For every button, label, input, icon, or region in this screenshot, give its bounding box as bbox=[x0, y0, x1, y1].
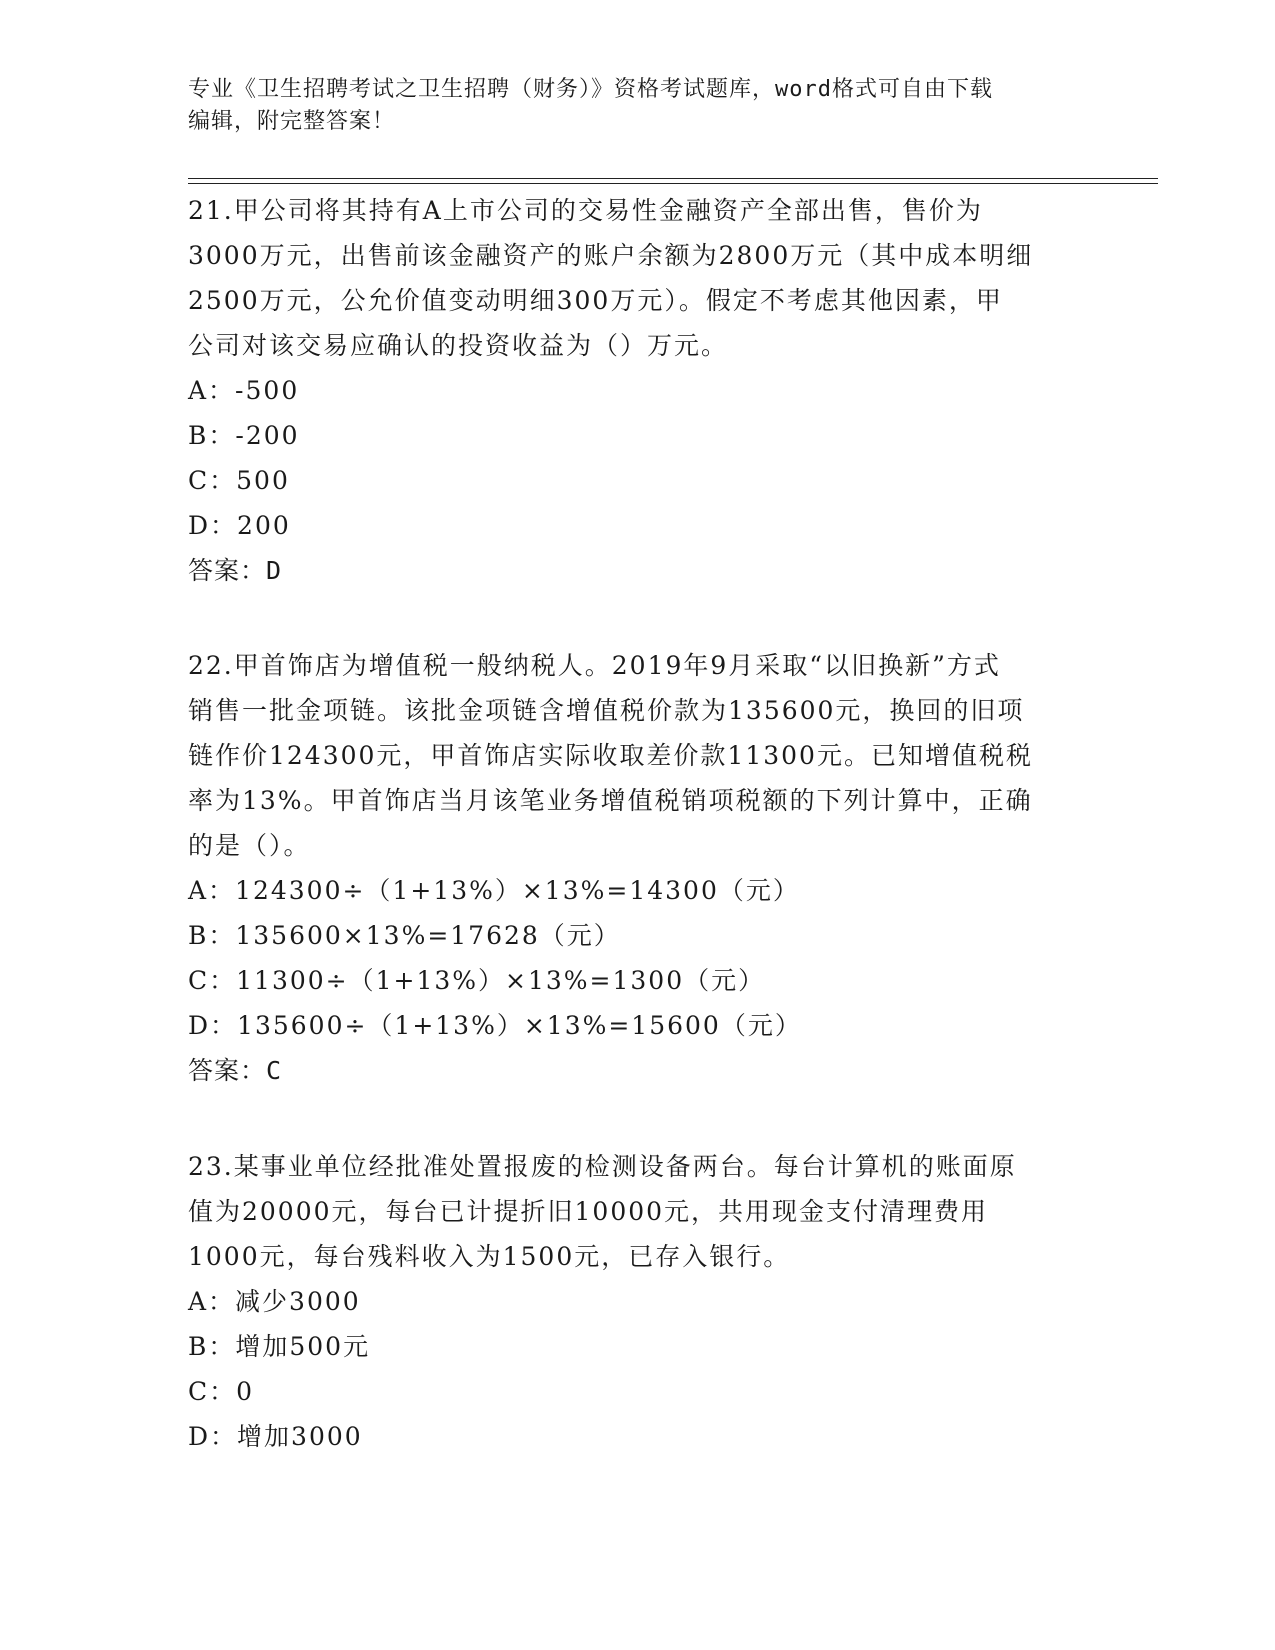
header-line-1: 专业《卫生招聘考试之卫生招聘（财务）》资格考试题库，word格式可自由下载 bbox=[188, 77, 993, 102]
question-text-line: 公司对该交易应确认的投资收益为（）万元。 bbox=[188, 331, 729, 360]
question-text-line: 3000万元，出售前该金融资产的账户余额为2800万元（其中成本明细 bbox=[188, 241, 1034, 270]
question-text-line: 销售一批金项链。该批金项链含增值税价款为135600元，换回的旧项 bbox=[188, 696, 1025, 725]
question-text-line: 2500万元，公允价值变动明细300万元）。假定不考虑其他因素，甲 bbox=[188, 286, 1003, 315]
option-c: C：500 bbox=[188, 466, 290, 495]
question-text-line: 21.甲公司将其持有A上市公司的交易性金融资产全部出售，售价为 bbox=[188, 196, 983, 225]
question-22 bbox=[188, 643, 1088, 1093]
option-d: D：200 bbox=[188, 511, 291, 540]
option-c: C：0 bbox=[188, 1377, 255, 1406]
option-d: D：增加3000 bbox=[188, 1422, 363, 1451]
header-divider-bottom bbox=[188, 183, 1158, 184]
question-text-line: 值为20000元，每台已计提折旧10000元，共用现金支付清理费用 bbox=[188, 1197, 989, 1226]
option-b: B：135600×13%=17628（元） bbox=[188, 921, 621, 950]
option-a: A：减少3000 bbox=[188, 1287, 361, 1316]
answer-key: 答案：C bbox=[188, 1056, 283, 1085]
answer-key: 答案：D bbox=[188, 556, 283, 585]
option-b: B：-200 bbox=[188, 421, 300, 450]
question-text-line: 链作价124300元，甲首饰店实际收取差价款11300元。已知增值税税 bbox=[188, 741, 1033, 770]
option-d: D：135600÷（1+13%）×13%=15600（元） bbox=[188, 1011, 802, 1040]
option-a: A：-500 bbox=[188, 376, 300, 405]
option-c: C：11300÷（1+13%）×13%=1300（元） bbox=[188, 966, 766, 995]
option-b: B：增加500元 bbox=[188, 1332, 371, 1361]
question-text-line: 率为13%。甲首饰店当月该笔业务增值税销项税额的下列计算中，正确 bbox=[188, 786, 1033, 815]
header-line-2: 编辑，附完整答案！ bbox=[188, 109, 396, 134]
question-23 bbox=[188, 1144, 1088, 1459]
question-text-line: 23.某事业单位经批准处置报废的检测设备两台。每台计算机的账面原 bbox=[188, 1152, 1017, 1181]
question-21 bbox=[188, 188, 1088, 593]
question-text-line: 的是（）。 bbox=[188, 831, 311, 860]
document-header bbox=[188, 74, 1088, 138]
question-text-line: 1000元，每台残料收入为1500元，已存入银行。 bbox=[188, 1242, 791, 1271]
header-divider-top bbox=[188, 178, 1158, 179]
question-text-line: 22.甲首饰店为增值税一般纳税人。2019年9月采取“以旧换新”方式 bbox=[188, 651, 1001, 680]
option-a: A：124300÷（1+13%）×13%=14300（元） bbox=[188, 876, 800, 905]
